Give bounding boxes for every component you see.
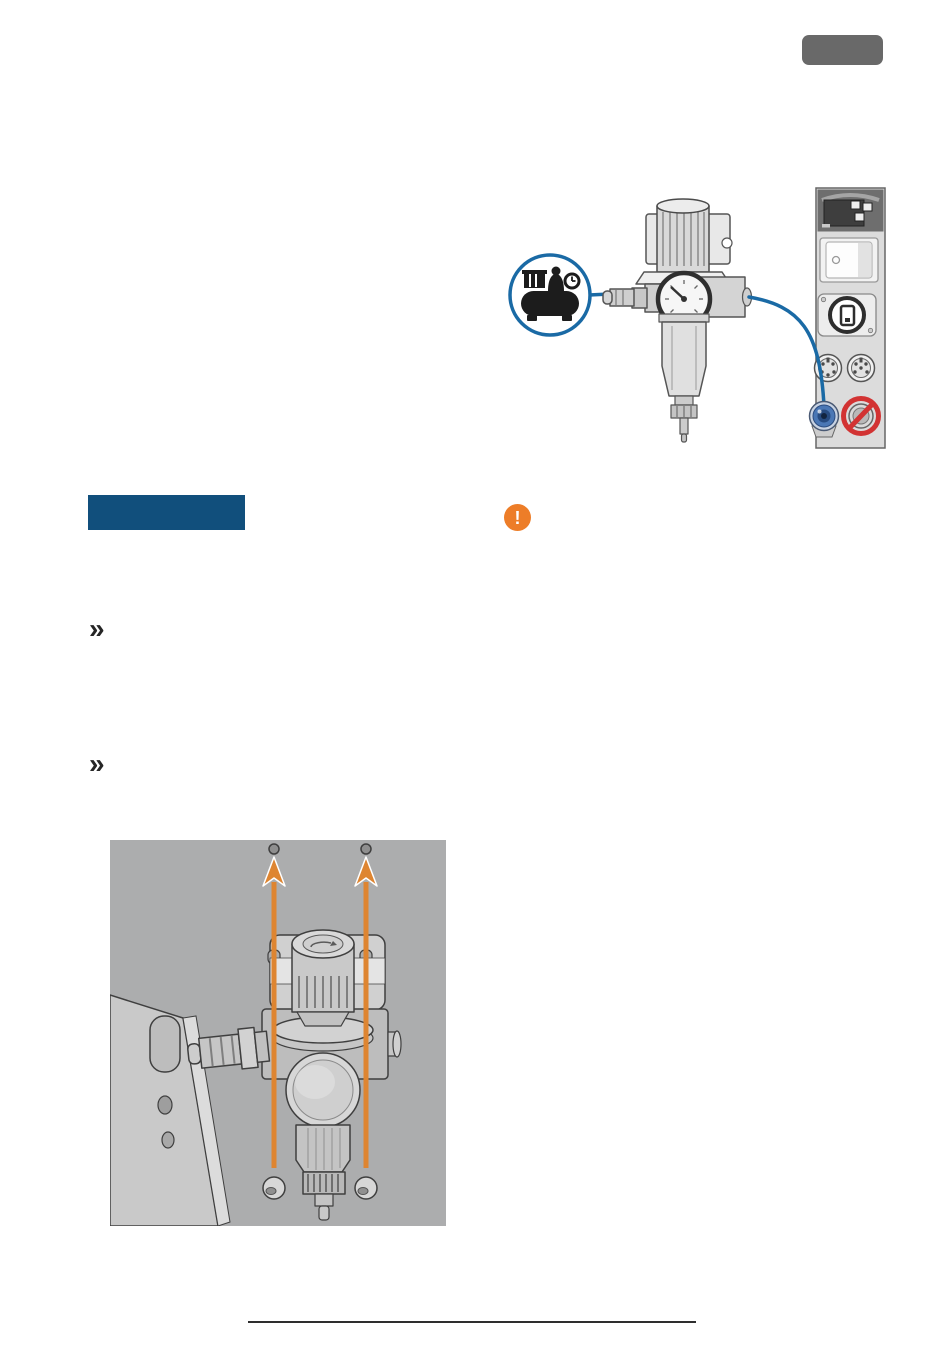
mounting-screw-right — [355, 1177, 377, 1199]
mounting-figure — [110, 840, 446, 1226]
exclamation-glyph: ! — [514, 507, 521, 528]
page-number-badge — [802, 35, 883, 65]
din-connector-right — [848, 355, 875, 382]
air-supply-figure — [490, 180, 890, 455]
mounting-screw-left — [263, 1177, 285, 1199]
gauge-bowl-top — [286, 1053, 360, 1127]
power-switch — [820, 238, 878, 282]
air-inlet-port — [810, 402, 839, 438]
compressor-callout — [510, 255, 610, 335]
filter-bowl — [659, 314, 709, 396]
regulator-knob — [292, 930, 354, 1012]
air-tube — [749, 297, 824, 406]
prohibited-port — [844, 399, 879, 434]
filter-bowl — [296, 1125, 350, 1172]
step-marker: » — [89, 613, 105, 644]
main-connector-socket — [818, 294, 876, 336]
regulator-knob — [657, 199, 709, 272]
section-heading-bar — [88, 495, 245, 530]
filter-regulator-unit — [603, 199, 752, 442]
inlet-barb-fitting — [603, 284, 665, 312]
exclamation-circle-icon — [504, 504, 531, 531]
step-marker: » — [89, 748, 105, 779]
power-inlet-module — [818, 190, 884, 232]
drain-valve — [671, 396, 697, 442]
mounting-hole-left — [269, 844, 279, 854]
footer-divider — [248, 1321, 696, 1323]
mounting-hole-right — [361, 844, 371, 854]
